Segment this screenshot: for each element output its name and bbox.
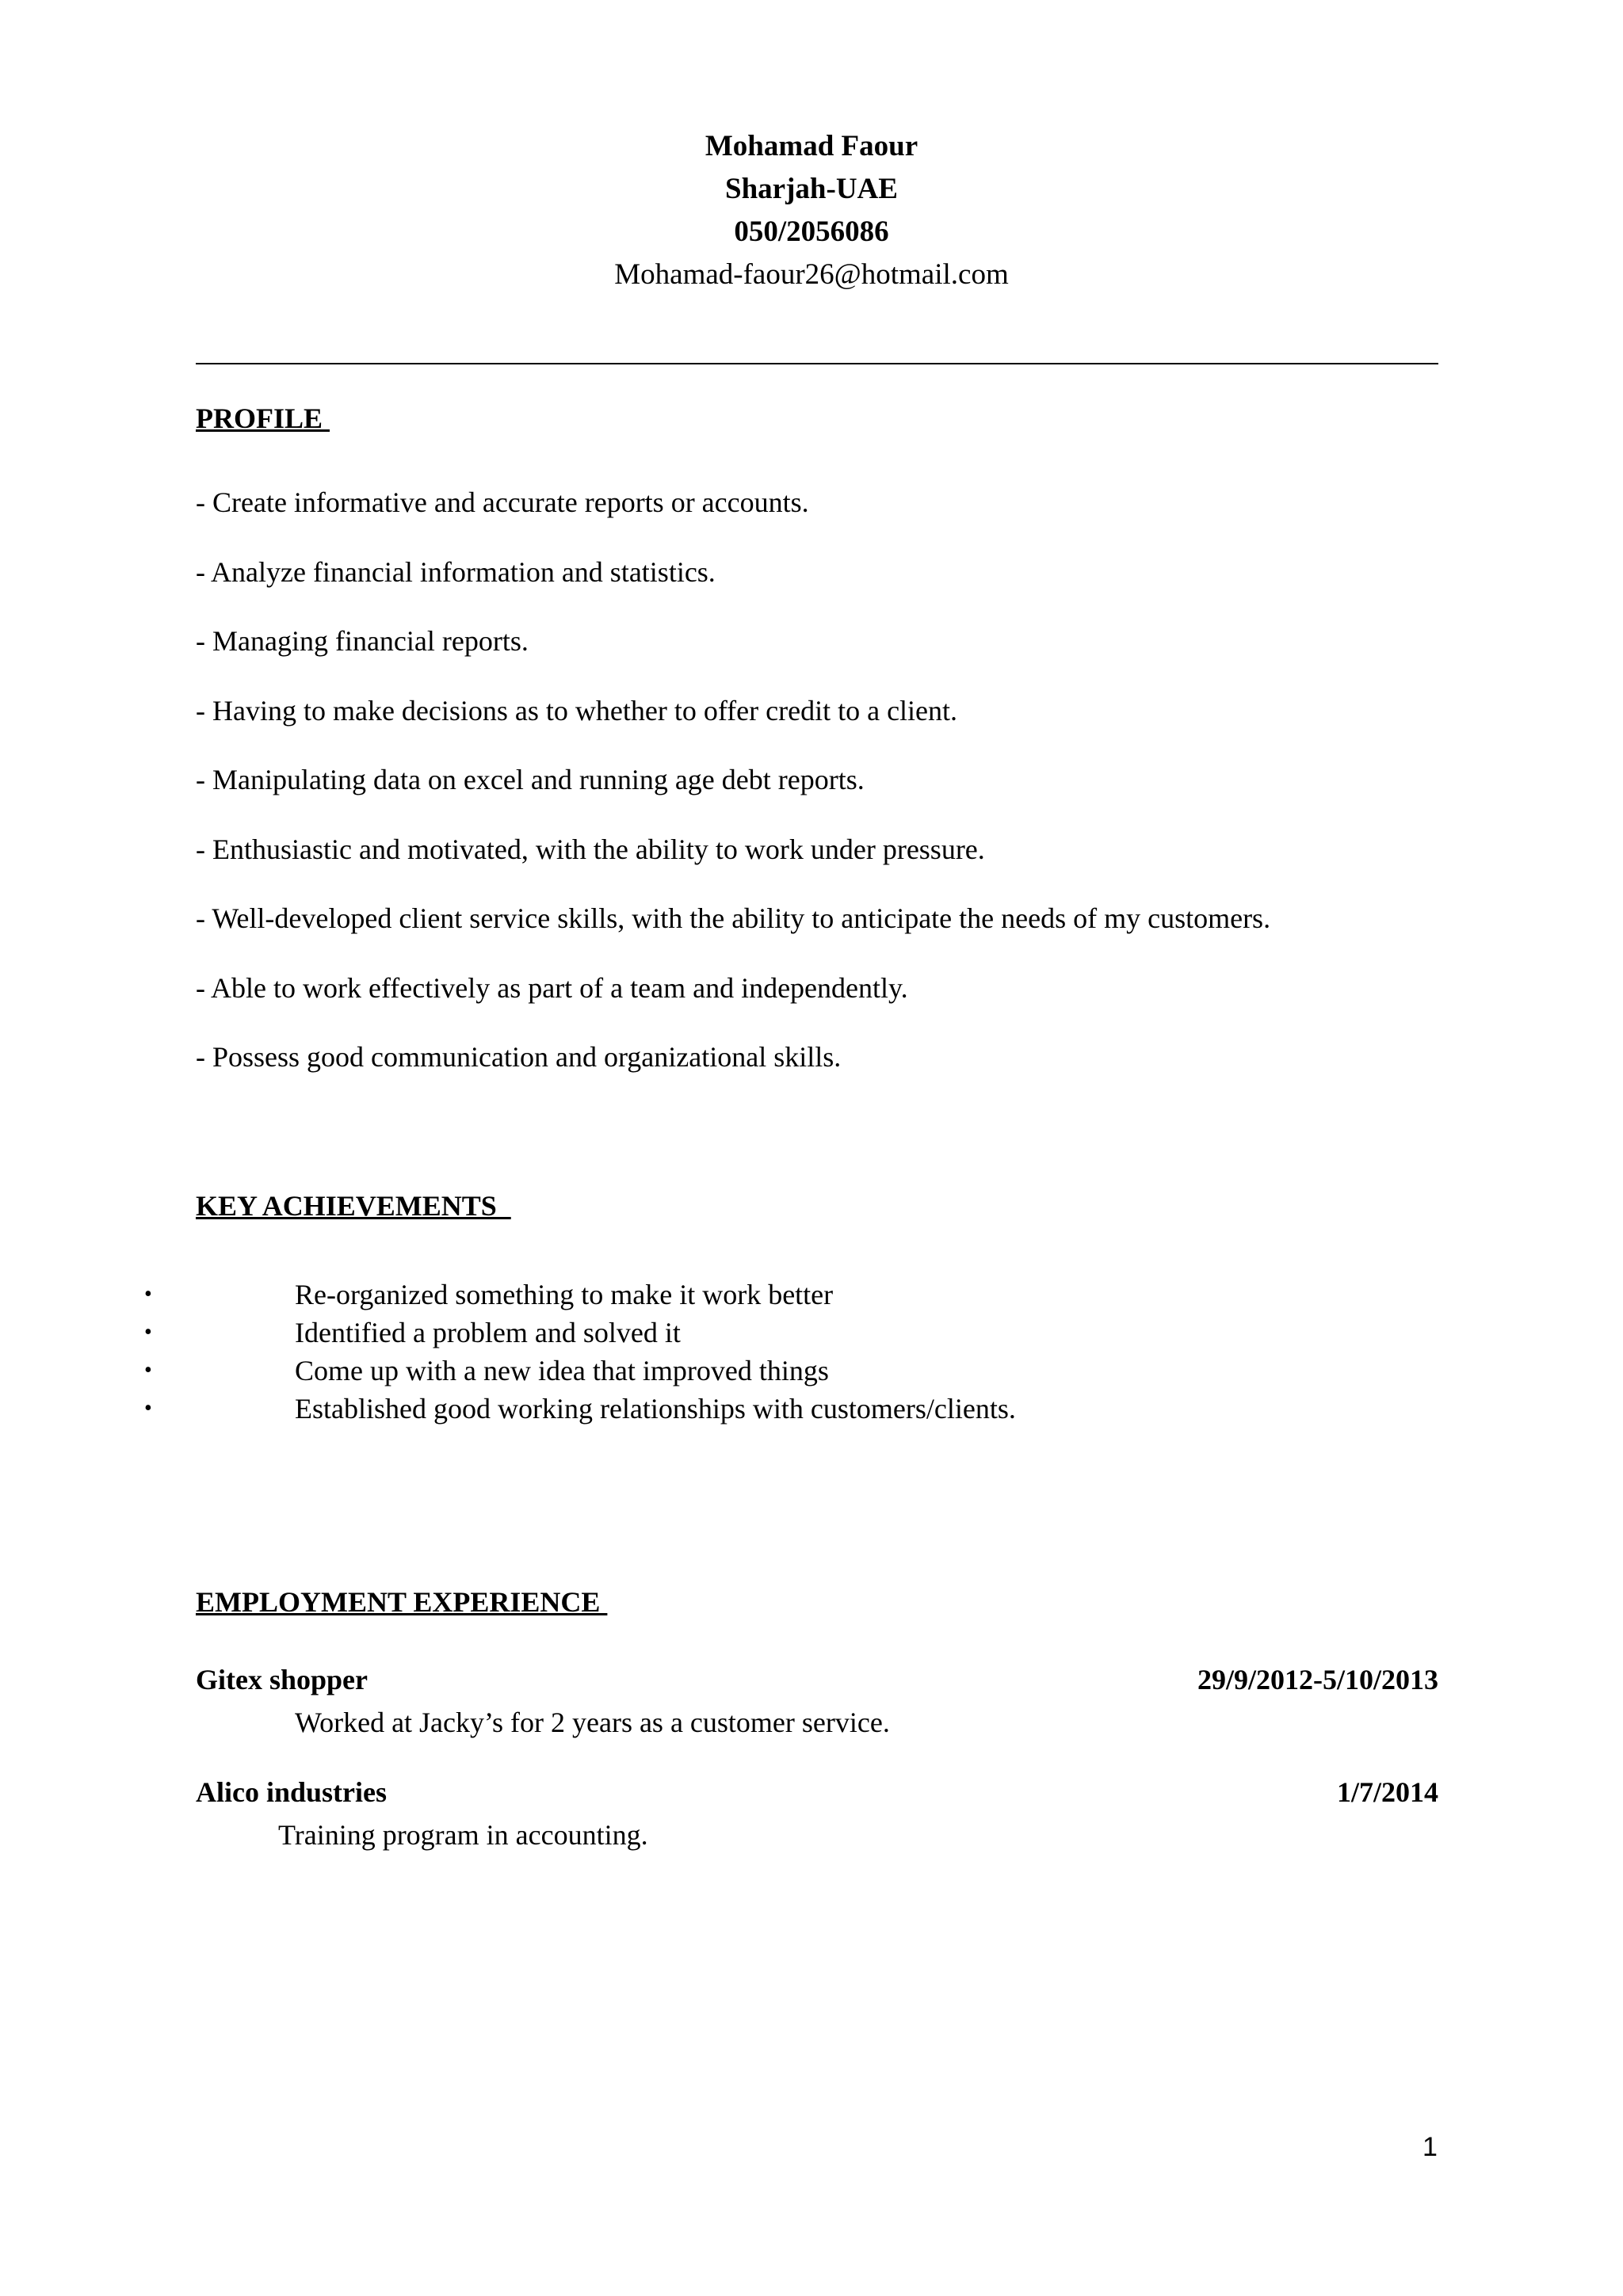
profile-item: - Create informative and accurate reports or accounts. [196, 486, 809, 518]
job-company: Gitex shopper [196, 1664, 369, 1695]
achievement-text: Identified a problem and solved it [295, 1317, 681, 1348]
job-description: Training program in accounting. [278, 1819, 648, 1851]
page-number: 1 [1423, 2132, 1438, 2162]
employment-heading: EMPLOYMENT EXPERIENCE [196, 1586, 608, 1618]
profile-list [196, 485, 1270, 1109]
candidate-phone: 050/2056086 [734, 215, 889, 248]
profile-item: - Managing financial reports. [196, 625, 529, 657]
job-dates: 1/7/2014 [1336, 1776, 1438, 1808]
job-description: Worked at Jacky’s for 2 years as a customer service. [295, 1707, 890, 1738]
profile-item: - Having to make decisions as to whether to offer credit to a client. [196, 694, 958, 727]
achievement-text: Established good working relationships with customers/clients. [295, 1393, 1016, 1425]
bullet-icon: • [144, 1282, 152, 1306]
bullet-icon: • [144, 1320, 152, 1344]
candidate-email: Mohamad-faour26@hotmail.com [614, 258, 1009, 291]
job-dates: 29/9/2012-5/10/2013 [1197, 1664, 1438, 1695]
profile-item: - Manipulating data on excel and running age debt reports. [196, 764, 865, 795]
candidate-location: Sharjah-UAE [725, 173, 898, 205]
achievements-heading: KEY ACHIEVEMENTS [196, 1190, 511, 1222]
profile-heading: PROFILE [196, 402, 330, 434]
job-entry [196, 1662, 1438, 1738]
header-divider [196, 363, 1438, 364]
profile-item: - Analyze financial information and statistics. [196, 555, 716, 588]
job-header [196, 1662, 1438, 1705]
job-entry [196, 1775, 1438, 1851]
profile-item: - Able to work effectively as part of a team and independently. [196, 971, 908, 1004]
achievement-text: Re-organized something to make it work better [295, 1279, 834, 1310]
bullet-icon: • [144, 1396, 152, 1421]
achievement-text: Come up with a new idea that improved things [295, 1355, 829, 1386]
profile-item: - Enthusiastic and motivated, with the ability to work under pressure. [196, 833, 985, 865]
profile-item: - Possess good communication and organizational skills. [196, 1041, 842, 1073]
candidate-name: Mohamad Faour [705, 130, 918, 162]
profile-item: - Well-developed client service skills, with the ability to anticipate the needs of my customers. [196, 902, 1271, 934]
contact-header [0, 125, 1623, 296]
job-header [196, 1775, 1438, 1817]
bullet-icon: • [144, 1358, 152, 1383]
job-company: Alico industries [196, 1776, 388, 1808]
